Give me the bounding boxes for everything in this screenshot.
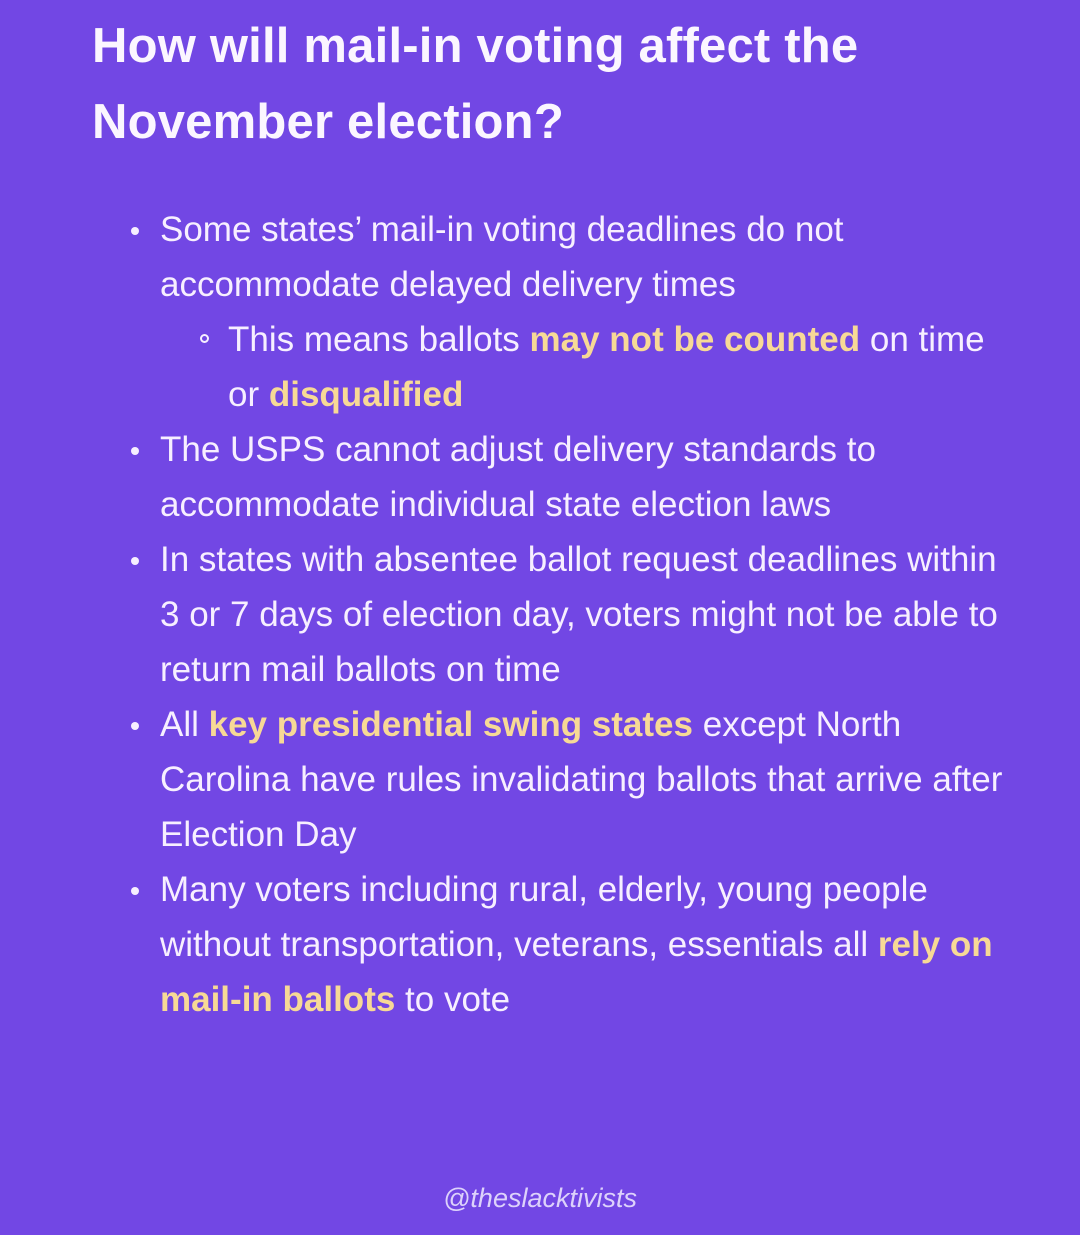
bullet-text: All	[160, 705, 209, 744]
bullet-text: Some states’ mail-in voting deadlines do not accommodate delayed delivery times	[160, 210, 844, 304]
sub-bullet-text: This means ballots	[228, 320, 530, 359]
highlight-text: may not be counted	[529, 320, 861, 359]
highlight-text: rely on mail-in ballots	[160, 925, 993, 1019]
bullet-text: Many voters including rural, elderly, young people without transportation, veterans, essentials all	[160, 870, 928, 964]
sub-bullet-text: on time or	[228, 320, 985, 414]
title: How will mail-in voting affect the November election?	[92, 19, 859, 149]
bullet-item	[160, 202, 1020, 422]
bullet-text: except North Carolina have rules invalidating ballots that arrive after Election Day	[160, 705, 1003, 854]
highlight-text: disqualified	[268, 375, 464, 414]
bullet-item	[160, 532, 1020, 697]
bullet-text: to vote	[395, 980, 511, 1019]
bullet-item	[160, 862, 1020, 1027]
bullet-list	[160, 202, 1020, 1027]
bullet-text: In states with absentee ballot request deadlines within 3 or 7 days of election day, voters might not be able to return mail ballots on time	[160, 540, 998, 689]
bullet-item	[160, 697, 1020, 862]
sub-bullet-list	[160, 312, 1020, 422]
bullet-item	[160, 422, 1020, 532]
author-handle: @theslacktivists	[443, 1183, 637, 1213]
bullet-text: The USPS cannot adjust delivery standards to accommodate individual state election laws	[160, 430, 876, 524]
sub-bullet-item	[228, 312, 1020, 422]
highlight-text: key presidential swing states	[208, 705, 693, 744]
